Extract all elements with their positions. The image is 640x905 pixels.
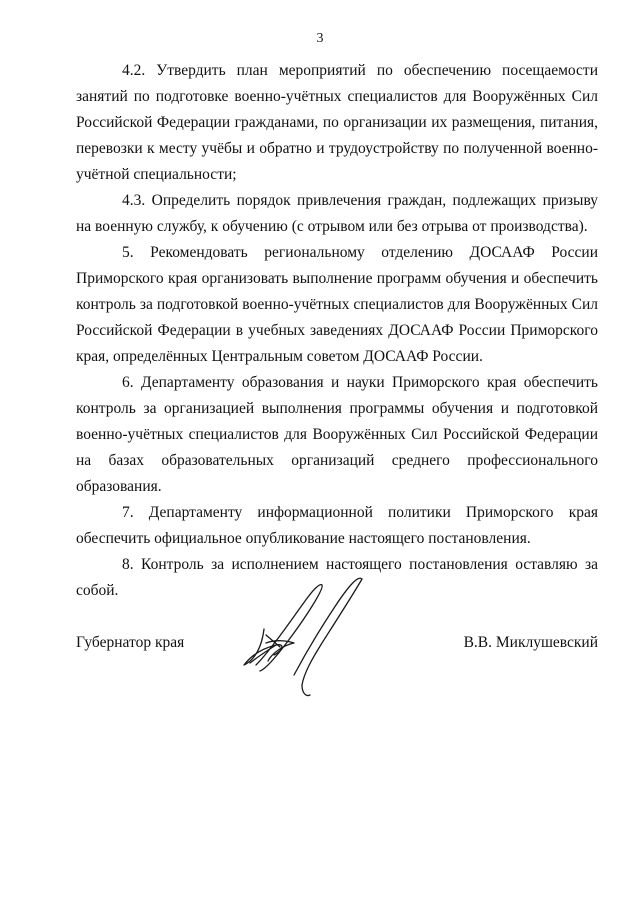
paragraph-8: 8. Контроль за исполнением настоящего постановления оставляю за собой. xyxy=(76,556,598,599)
paragraph-5: 5. Рекомендовать региональному отделению ДОСААФ России Приморского края организовать выполнение программ обучения и обеспечить контроль за подготовкой военно-учётных специалистов для Вооружённых Сил Российской Федерации в учебных заведениях ДОСААФ России Приморского края, определённых Центральным советом ДОСААФ России. xyxy=(76,244,598,365)
page-number: 3 xyxy=(316,31,324,46)
paragraph-4-2: 4.2. Утвердить план мероприятий по обеспечению посещаемости занятий по подготовке военно-учётных специалистов для Вооружённых Сил Российской Федерации гражданами, по организации их размещения, питания, перевозки к месту учёбы и обратно и трудоустройству по полученной военно-учётной специальности; xyxy=(76,62,598,183)
document-body xyxy=(76,58,598,604)
paragraph-6: 6. Департаменту образования и науки Приморского края обеспечить контроль за организацией выполнения программы обучения и подготовкой военно-учётных специалистов для Вооружённых Сил Российской Федерации на базах образовательных организаций среднего профессионального образования. xyxy=(76,374,598,495)
signer-name: В.В. Миклушевский xyxy=(463,634,598,651)
handwritten-signature-icon xyxy=(236,565,376,715)
paragraph-4-3: 4.3. Определить порядок привлечения граждан, подлежащих призыву на военную службу, к обучению (с отрывом или без отрыва от производства). xyxy=(76,192,598,235)
paragraph-7: 7. Департаменту информационной политики Приморского края обеспечить официальное опубликование настоящего постановления. xyxy=(76,504,598,547)
signer-position: Губернатор края xyxy=(76,634,185,651)
